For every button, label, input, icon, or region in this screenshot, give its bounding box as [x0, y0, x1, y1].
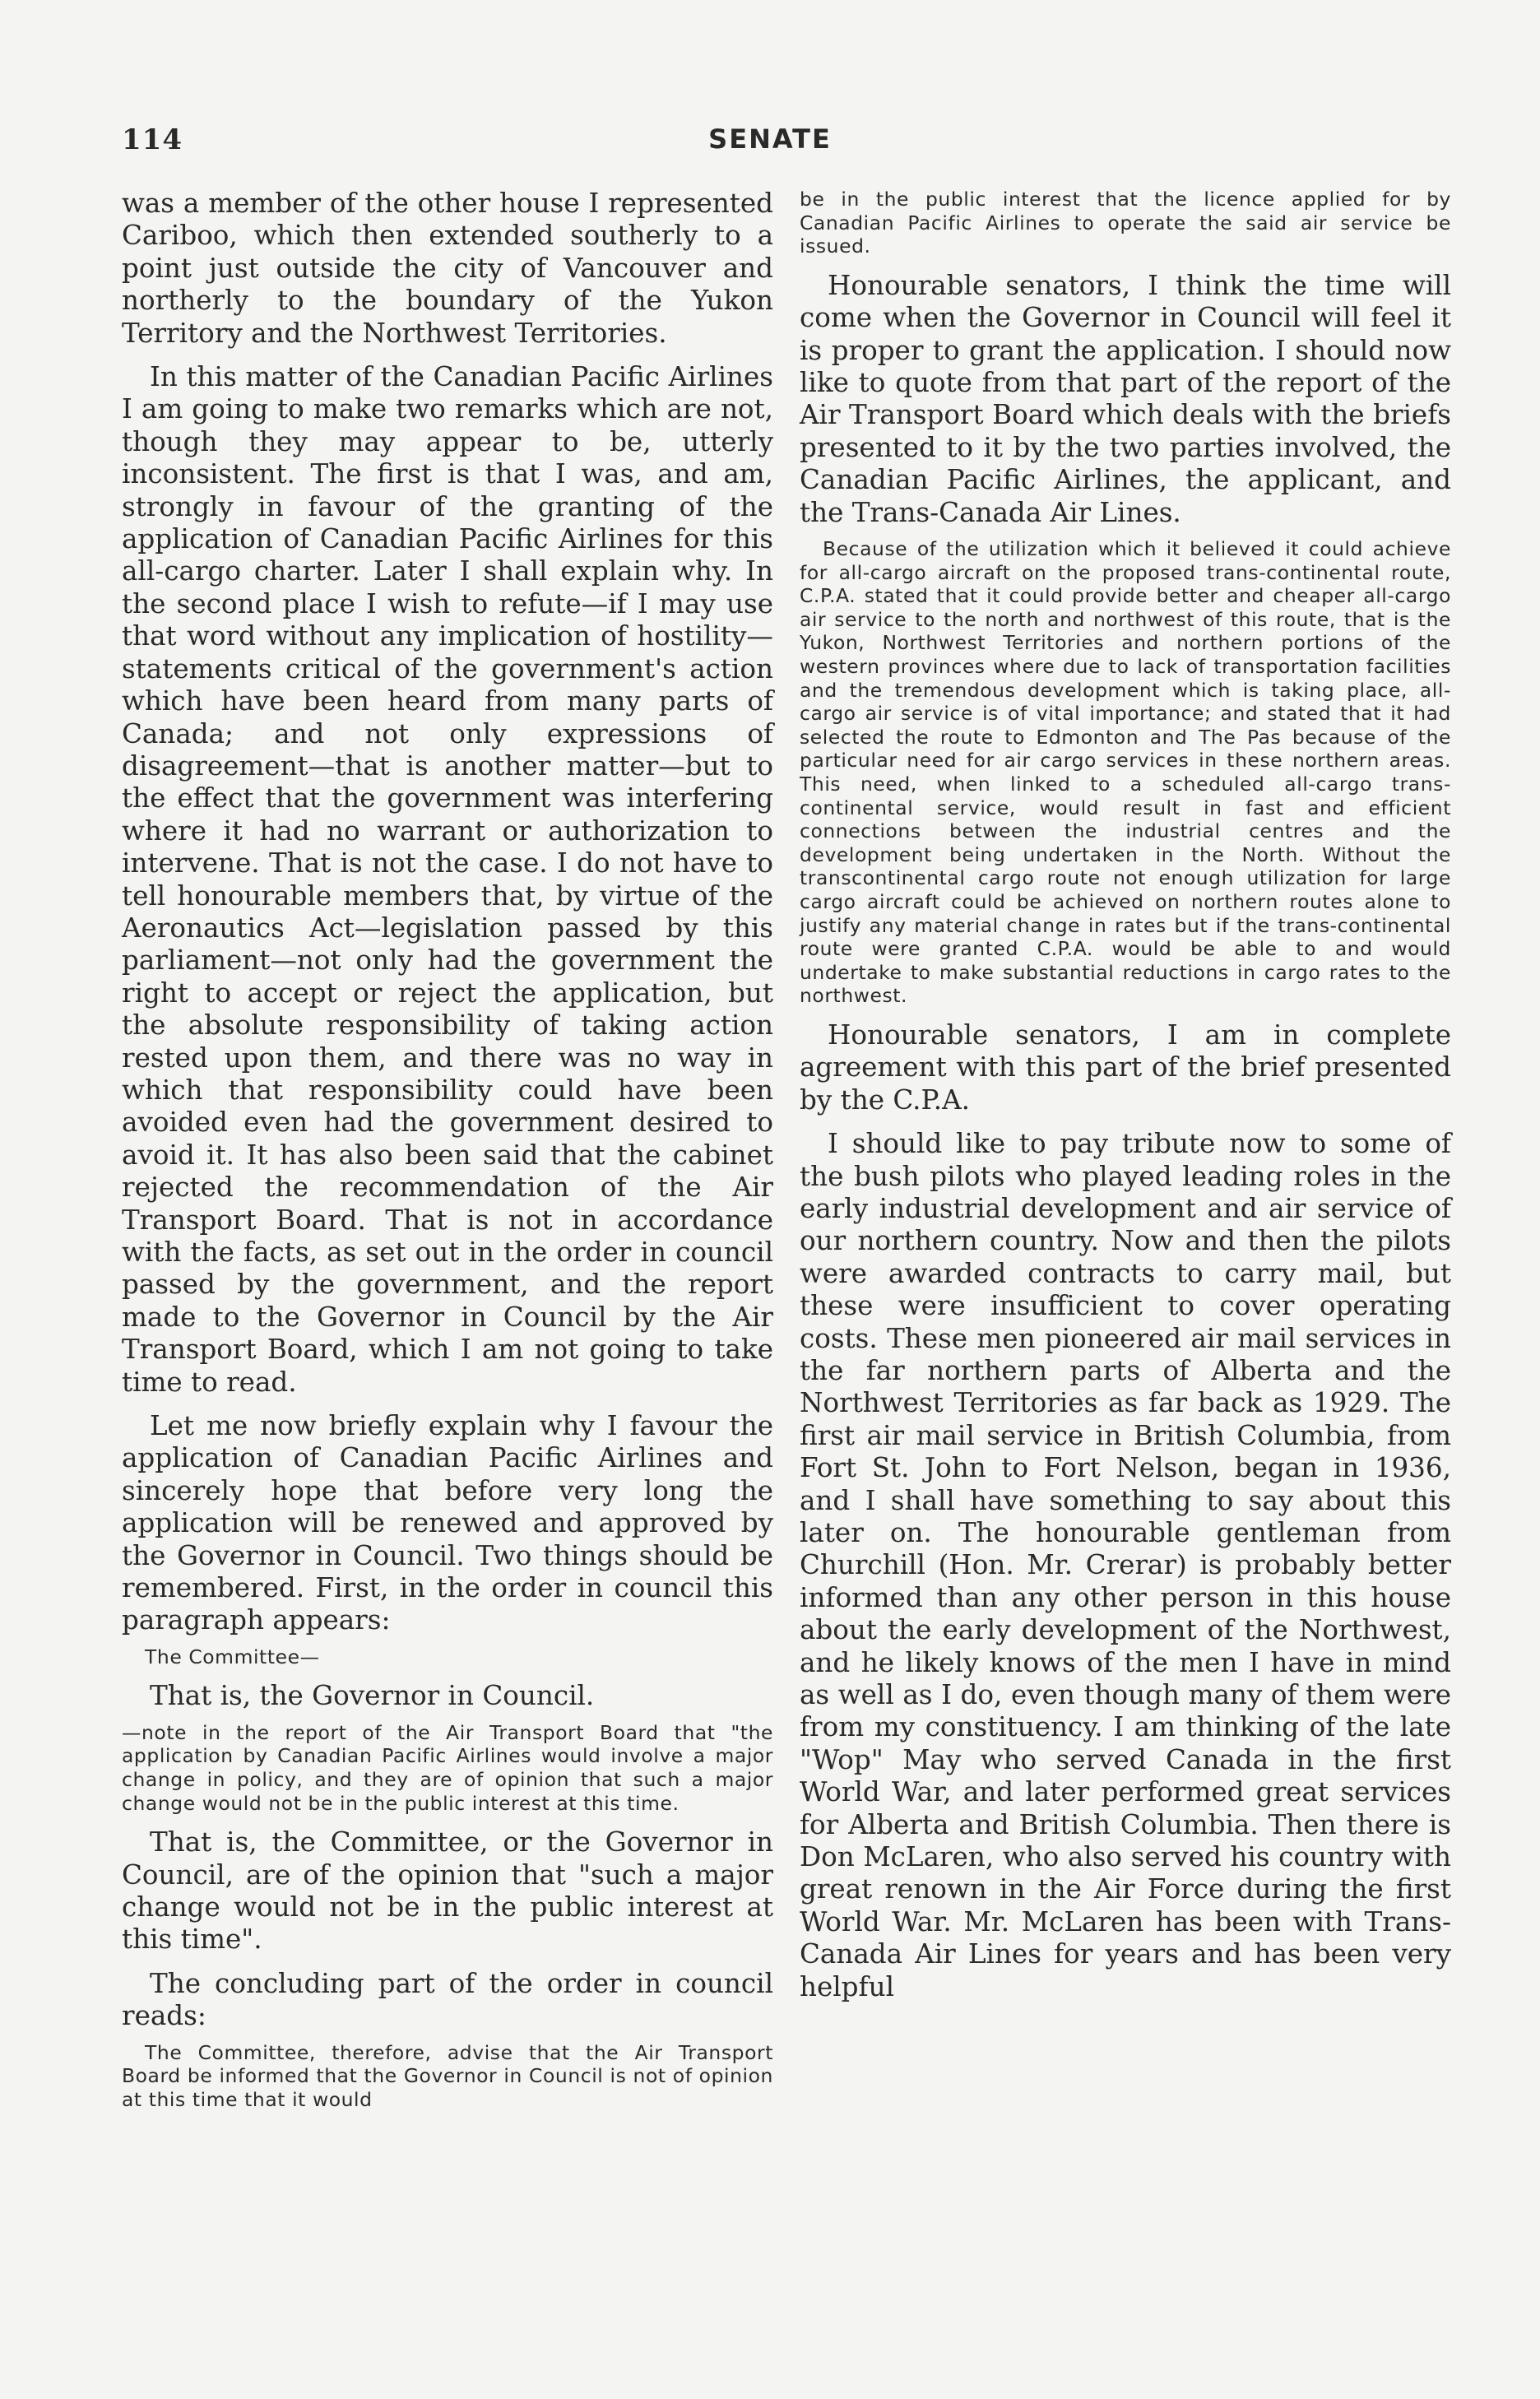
left-quote-2: —note in the report of the Air Transport Board that "the application by Canadian Pacific Airlines would involve a major change in policy, and they are of opinion that such a major change would not be in the public interest at this time.	[122, 1720, 773, 1815]
right-paragraph-2: Honourable senators, I am in complete agreement with this part of the brief presented by the C.P.A.	[800, 1019, 1451, 1116]
left-paragraph-3: Let me now briefly explain why I favour the application of Canadian Pacific Airlines and sincerely hope that before very long the application will be renewed and approved by the Governor in Council. Two things should be remembered. First, in the order in council this paragraph appears:	[122, 1410, 773, 1636]
running-head: SENATE	[708, 123, 832, 155]
left-paragraph-4: That is, the Governor in Council.	[150, 1680, 595, 1712]
right-quote: Because of the utilization which it believed it could achieve for all-cargo aircraft on the proposed trans-continental route, C.P.A. stated that it could provide better and cheaper all-cargo air service to the north and northwest of this route, that is the Yukon, Northwest Territories and northern portions of the western provinces where due to lack of transportation facilities and the tremendous development which is taking place, all-cargo air service is of vital importance; and stated that it had selected the route to Edmonton and The Pas because of the particular need for air cargo services in these northern areas. This need, when linked to a scheduled all-cargo trans-continental service, would result in fast and efficient connections between the industrial centres and the development being undertaken in the North. Without the transcontinental cargo route not enough utilization for large cargo aircraft could be achieved on northern routes alone to justify any material change in rates but if the trans-continental route were granted C.P.A. would be able to and would undertake to make substantial reductions in cargo rates to the northwest.	[800, 537, 1451, 1008]
page-number: 114	[122, 123, 183, 156]
left-column	[122, 188, 773, 2111]
left-paragraph-5: That is, the Committee, or the Governor in Council, are of the opinion that "such a major change would not be in the public interest at this time".	[122, 1826, 773, 1956]
left-paragraph-1: was a member of the other house I represented Cariboo, which then extended southerly to a point just outside the city of Vancouver and northerly to the boundary of the Yukon Territory and the Northwest Territories.	[122, 188, 773, 349]
left-quote-3: The Committee, therefore, advise that the Air Transport Board be informed that the Governor in Council is not of opinion at this time that it would	[122, 2040, 773, 2111]
right-quote-continuation: be in the public interest that the licence applied for by Canadian Pacific Airlines to operate the said air service be issued.	[800, 188, 1451, 258]
right-column	[800, 188, 1451, 2003]
right-paragraph-1: Honourable senators, I think the time will come when the Governor in Council will feel it is proper to grant the application. I should now like to quote from that part of the report of the Air Transport Board which deals with the briefs presented to it by the two parties involved, the Canadian Pacific Airlines, the applicant, and the Trans-Canada Air Lines.	[800, 269, 1451, 528]
left-quote-1: The Committee—	[145, 1645, 320, 1668]
left-paragraph-6: The concluding part of the order in council reads:	[122, 1967, 773, 2032]
right-paragraph-3: I should like to pay tribute now to some of the bush pilots who played leading roles in the early industrial development and air service of our northern country. Now and then the pilots were awarded contracts to carry mail, but these were insufficient to cover operating costs. These men pioneered air mail services in the far northern parts of Alberta and the Northwest Territories as far back as 1929. The first air mail service in British Columbia, from Fort St. John to Fort Nelson, began in 1936, and I shall have something to say about this later on. The honourable gentleman from Churchill (Hon. Mr. Crerar) is probably better informed than any other person in this house about the early development of the Northwest, and he likely knows of the men I have in mind as well as I do, even though many of them were from my constituency. I am thinking of the late "Wop" May who served Canada in the first World War, and later performed great services for Alberta and British Columbia. Then there is Don McLaren, who also served his country with great renown in the Air Force during the first World War. Mr. McLaren has been with Trans-Canada Air Lines for years and has been very helpful	[800, 1128, 1451, 2002]
left-paragraph-2: In this matter of the Canadian Pacific Airlines I am going to make two remarks which are not, though they may appear to be, utterly inconsistent. The first is that I was, and am, strongly in favour of the granting of the application of Canadian Pacific Airlines for this all-cargo charter. Later I shall explain why. In the second place I wish to refute—if I may use that word without any implication of hostility—statements critical of the government's action which have been heard from many parts of Canada; and not only expressions of disagreement—that is another matter—but to the effect that the government was interfering where it had no warrant or authorization to intervene. That is not the case. I do not have to tell honourable members that, by virtue of the Aeronautics Act—legislation passed by this parliament—not only had the government the right to accept or reject the application, but the absolute responsibility of taking action rested upon them, and there was no way in which that responsibility could have been avoided even had the government desired to avoid it. It has also been said that the cabinet rejected the recommendation of the Air Transport Board. That is not in accordance with the facts, as set out in the order in council passed by the government, and the report made to the Governor in Council by the Air Transport Board, which I am not going to take time to read.	[122, 361, 773, 1398]
